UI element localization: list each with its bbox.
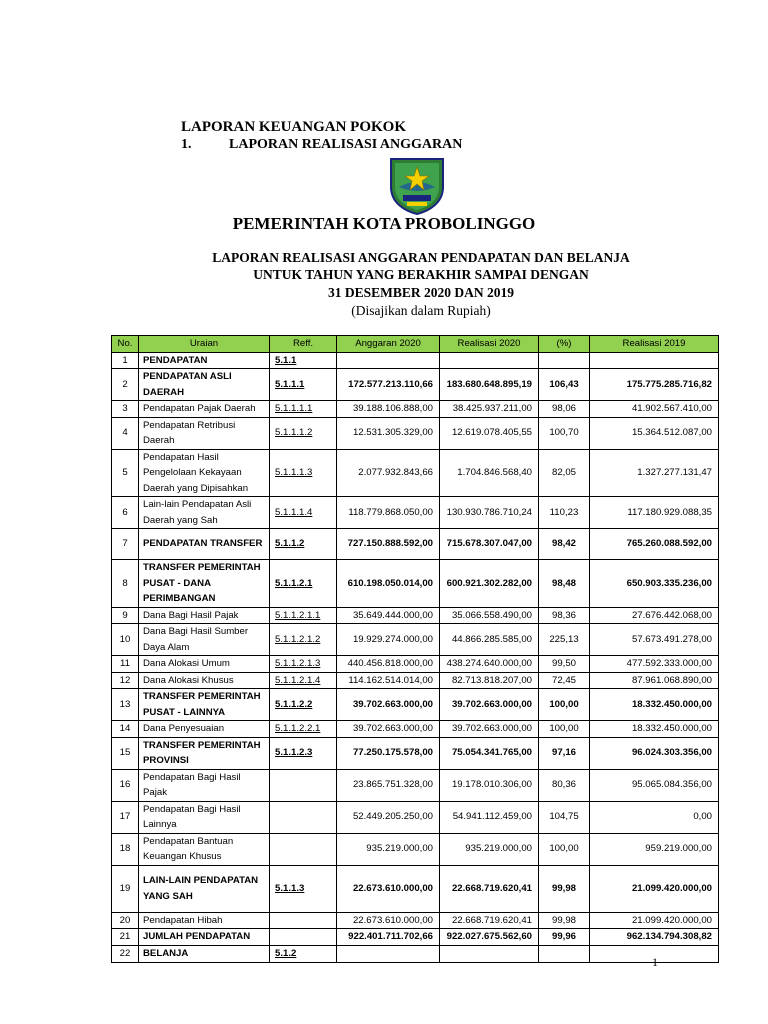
col-header-realisasi-2020: Realisasi 2020 bbox=[440, 336, 539, 353]
table-row bbox=[112, 672, 719, 689]
col-header-uraian: Uraian bbox=[139, 336, 270, 353]
cell-reff: 5.1.1.2.3 bbox=[270, 737, 337, 769]
cell-uraian: Pendapatan Bantuan Keuangan Khusus bbox=[139, 833, 270, 865]
cell-no: 20 bbox=[112, 912, 139, 929]
cell-reff bbox=[270, 769, 337, 801]
cell-anggaran-2020: 935.219.000,00 bbox=[337, 833, 440, 865]
cell-persen: 99,50 bbox=[539, 656, 590, 673]
cell-no: 4 bbox=[112, 417, 139, 449]
cell-persen: 98,06 bbox=[539, 401, 590, 418]
cell-no: 21 bbox=[112, 929, 139, 946]
cell-persen: 98,48 bbox=[539, 560, 590, 608]
cell-reff: 5.1.1.1.3 bbox=[270, 449, 337, 497]
cell-reff: 5.1.1.1.4 bbox=[270, 497, 337, 529]
cell-reff: 5.1.1.2.1.4 bbox=[270, 672, 337, 689]
col-header-no: No. bbox=[112, 336, 139, 353]
cell-persen: 99,96 bbox=[539, 929, 590, 946]
col-header-anggaran-2020: Anggaran 2020 bbox=[337, 336, 440, 353]
cell-anggaran-2020: 922.401.711.702,66 bbox=[337, 929, 440, 946]
cell-uraian: JUMLAH PENDAPATAN bbox=[139, 929, 270, 946]
cell-no: 16 bbox=[112, 769, 139, 801]
item-heading bbox=[181, 137, 462, 153]
cell-persen: 100,70 bbox=[539, 417, 590, 449]
cell-realisasi-2020: 922.027.675.562,60 bbox=[440, 929, 539, 946]
cell-persen: 97,16 bbox=[539, 737, 590, 769]
cell-reff bbox=[270, 929, 337, 946]
cell-uraian: Dana Bagi Hasil Sumber Daya Alam bbox=[139, 624, 270, 656]
cell-reff: 5.1.1.3 bbox=[270, 865, 337, 912]
cell-no: 17 bbox=[112, 801, 139, 833]
cell-no: 1 bbox=[112, 352, 139, 369]
cell-realisasi-2020: 438.274.640.000,00 bbox=[440, 656, 539, 673]
table-row bbox=[112, 929, 719, 946]
cell-anggaran-2020: 39.188.106.888,00 bbox=[337, 401, 440, 418]
cell-no: 14 bbox=[112, 721, 139, 738]
cell-realisasi-2019: 0,00 bbox=[590, 801, 719, 833]
cell-anggaran-2020: 35.649.444.000,00 bbox=[337, 607, 440, 624]
cell-realisasi-2020: 715.678.307.047,00 bbox=[440, 529, 539, 560]
cell-uraian: Dana Alokasi Khusus bbox=[139, 672, 270, 689]
cell-uraian: LAIN-LAIN PENDAPATAN YANG SAH bbox=[139, 865, 270, 912]
cell-no: 18 bbox=[112, 833, 139, 865]
cell-reff: 5.1.1 bbox=[270, 352, 337, 369]
cell-realisasi-2020: 35.066.558.490,00 bbox=[440, 607, 539, 624]
budget-realization-table bbox=[111, 335, 719, 963]
cell-reff: 5.1.1.2 bbox=[270, 529, 337, 560]
cell-anggaran-2020: 12.531.305.329,00 bbox=[337, 417, 440, 449]
cell-uraian: TRANSFER PEMERINTAH PUSAT - DANA PERIMBANGAN bbox=[139, 560, 270, 608]
cell-reff: 5.1.1.2.1.1 bbox=[270, 607, 337, 624]
cell-reff: 5.1.1.2.1 bbox=[270, 560, 337, 608]
cell-uraian: TRANSFER PEMERINTAH PROVINSI bbox=[139, 737, 270, 769]
cell-realisasi-2019: 477.592.333.000,00 bbox=[590, 656, 719, 673]
cell-realisasi-2019: 41.902.567.410,00 bbox=[590, 401, 719, 418]
cell-no: 2 bbox=[112, 369, 139, 401]
cell-realisasi-2020: 600.921.302.282,00 bbox=[440, 560, 539, 608]
table-row bbox=[112, 865, 719, 912]
cell-persen bbox=[539, 945, 590, 962]
cell-persen: 98,36 bbox=[539, 607, 590, 624]
table-row bbox=[112, 401, 719, 418]
cell-reff: 5.1.1.1.1 bbox=[270, 401, 337, 418]
cell-anggaran-2020: 22.673.610.000,00 bbox=[337, 912, 440, 929]
cell-realisasi-2019: 175.775.285.716,82 bbox=[590, 369, 719, 401]
cell-reff bbox=[270, 833, 337, 865]
table-row bbox=[112, 369, 719, 401]
cell-persen: 225,13 bbox=[539, 624, 590, 656]
cell-anggaran-2020 bbox=[337, 352, 440, 369]
item-title: LAPORAN REALISASI ANGGARAN bbox=[229, 137, 463, 152]
table-row bbox=[112, 801, 719, 833]
cell-realisasi-2020: 19.178.010.306,00 bbox=[440, 769, 539, 801]
table-row bbox=[112, 624, 719, 656]
cell-realisasi-2020: 54.941.112.459,00 bbox=[440, 801, 539, 833]
cell-uraian: BELANJA bbox=[139, 945, 270, 962]
cell-uraian: Lain-lain Pendapatan Asli Daerah yang Sah bbox=[139, 497, 270, 529]
table-row bbox=[112, 352, 719, 369]
cell-persen: 100,00 bbox=[539, 721, 590, 738]
report-subtitle: (Disajikan dalam Rupiah) bbox=[351, 303, 491, 318]
table-row bbox=[112, 656, 719, 673]
col-header-reff: Reff. bbox=[270, 336, 337, 353]
col-header-realisasi-2019: Realisasi 2019 bbox=[590, 336, 719, 353]
cell-persen: 100,00 bbox=[539, 833, 590, 865]
cell-realisasi-2020: 183.680.648.895,19 bbox=[440, 369, 539, 401]
cell-uraian: Pendapatan Bagi Hasil Lainnya bbox=[139, 801, 270, 833]
cell-no: 10 bbox=[112, 624, 139, 656]
table-row bbox=[112, 689, 719, 721]
cell-no: 5 bbox=[112, 449, 139, 497]
cell-uraian: PENDAPATAN TRANSFER bbox=[139, 529, 270, 560]
cell-anggaran-2020: 23.865.751.328,00 bbox=[337, 769, 440, 801]
cell-uraian: Pendapatan Bagi Hasil Pajak bbox=[139, 769, 270, 801]
cell-realisasi-2019: 57.673.491.278,00 bbox=[590, 624, 719, 656]
cell-realisasi-2020: 44.866.285.585,00 bbox=[440, 624, 539, 656]
cell-persen: 99,98 bbox=[539, 865, 590, 912]
cell-no: 12 bbox=[112, 672, 139, 689]
cell-uraian: PENDAPATAN ASLI DAERAH bbox=[139, 369, 270, 401]
cell-realisasi-2019: 18.332.450.000,00 bbox=[590, 689, 719, 721]
table-row bbox=[112, 449, 719, 497]
cell-no: 19 bbox=[112, 865, 139, 912]
cell-uraian: PENDAPATAN bbox=[139, 352, 270, 369]
table-row bbox=[112, 529, 719, 560]
cell-no: 6 bbox=[112, 497, 139, 529]
cell-anggaran-2020: 114.162.514.014,00 bbox=[337, 672, 440, 689]
cell-persen: 104,75 bbox=[539, 801, 590, 833]
cell-anggaran-2020: 610.198.050.014,00 bbox=[337, 560, 440, 608]
cell-anggaran-2020: 22.673.610.000,00 bbox=[337, 865, 440, 912]
cell-uraian: Dana Alokasi Umum bbox=[139, 656, 270, 673]
cell-anggaran-2020: 118.779.868.050,00 bbox=[337, 497, 440, 529]
cell-reff: 5.1.1.1.2 bbox=[270, 417, 337, 449]
cell-persen: 100,00 bbox=[539, 689, 590, 721]
cell-persen: 99,98 bbox=[539, 912, 590, 929]
cell-realisasi-2020: 75.054.341.765,00 bbox=[440, 737, 539, 769]
cell-persen: 106,43 bbox=[539, 369, 590, 401]
cell-realisasi-2019: 765.260.088.592,00 bbox=[590, 529, 719, 560]
cell-reff: 5.1.2 bbox=[270, 945, 337, 962]
table-row bbox=[112, 769, 719, 801]
cell-reff: 5.1.1.2.2 bbox=[270, 689, 337, 721]
cell-realisasi-2019: 18.332.450.000,00 bbox=[590, 721, 719, 738]
cell-realisasi-2020: 935.219.000,00 bbox=[440, 833, 539, 865]
cell-realisasi-2020: 22.668.719.620,41 bbox=[440, 865, 539, 912]
report-title-line-2: UNTUK TAHUN YANG BERAKHIR SAMPAI DENGAN bbox=[253, 267, 589, 282]
table-row bbox=[112, 607, 719, 624]
table-row bbox=[112, 497, 719, 529]
cell-realisasi-2019: 650.903.335.236,00 bbox=[590, 560, 719, 608]
cell-no: 3 bbox=[112, 401, 139, 418]
cell-anggaran-2020: 52.449.205.250,00 bbox=[337, 801, 440, 833]
table-header-row bbox=[112, 336, 719, 353]
report-title-line-3: 31 DESEMBER 2020 DAN 2019 bbox=[327, 285, 514, 300]
city-emblem-logo bbox=[389, 157, 445, 215]
cell-reff: 5.1.1.2.1.2 bbox=[270, 624, 337, 656]
page-number: 1 bbox=[652, 955, 658, 969]
cell-anggaran-2020 bbox=[337, 945, 440, 962]
cell-reff: 5.1.1.1 bbox=[270, 369, 337, 401]
cell-reff bbox=[270, 912, 337, 929]
cell-realisasi-2019: 87.961.068.890,00 bbox=[590, 672, 719, 689]
table-row bbox=[112, 560, 719, 608]
cell-no: 13 bbox=[112, 689, 139, 721]
cell-anggaran-2020: 19.929.274.000,00 bbox=[337, 624, 440, 656]
cell-anggaran-2020: 727.150.888.592,00 bbox=[337, 529, 440, 560]
cell-no: 11 bbox=[112, 656, 139, 673]
cell-persen: 82,05 bbox=[539, 449, 590, 497]
table-row bbox=[112, 833, 719, 865]
cell-reff: 5.1.1.2.2.1 bbox=[270, 721, 337, 738]
cell-reff bbox=[270, 801, 337, 833]
cell-realisasi-2019 bbox=[590, 352, 719, 369]
report-title-line-1: LAPORAN REALISASI ANGGARAN PENDAPATAN DAN BELANJA bbox=[212, 250, 630, 265]
cell-realisasi-2019: 962.134.794.308,82 bbox=[590, 929, 719, 946]
cell-realisasi-2019: 95.065.084.356,00 bbox=[590, 769, 719, 801]
cell-realisasi-2019: 27.676.442.068,00 bbox=[590, 607, 719, 624]
cell-uraian: Pendapatan Retribusi Daerah bbox=[139, 417, 270, 449]
item-number: 1. bbox=[181, 137, 192, 152]
cell-uraian: Pendapatan Hibah bbox=[139, 912, 270, 929]
cell-persen: 80,36 bbox=[539, 769, 590, 801]
cell-anggaran-2020: 39.702.663.000,00 bbox=[337, 689, 440, 721]
cell-persen bbox=[539, 352, 590, 369]
cell-realisasi-2020: 1.704.846.568,40 bbox=[440, 449, 539, 497]
table-row bbox=[112, 737, 719, 769]
cell-no: 15 bbox=[112, 737, 139, 769]
cell-realisasi-2019: 1.327.277.131,47 bbox=[590, 449, 719, 497]
cell-realisasi-2020: 38.425.937.211,00 bbox=[440, 401, 539, 418]
cell-anggaran-2020: 77.250.175.578,00 bbox=[337, 737, 440, 769]
section-title: LAPORAN KEUANGAN POKOK bbox=[181, 119, 406, 135]
cell-realisasi-2019: 96.024.303.356,00 bbox=[590, 737, 719, 769]
cell-realisasi-2019: 117.180.929.088,35 bbox=[590, 497, 719, 529]
cell-no: 8 bbox=[112, 560, 139, 608]
cell-realisasi-2020 bbox=[440, 352, 539, 369]
table-row bbox=[112, 721, 719, 738]
cell-persen: 98,42 bbox=[539, 529, 590, 560]
cell-persen: 110,23 bbox=[539, 497, 590, 529]
cell-uraian: Dana Bagi Hasil Pajak bbox=[139, 607, 270, 624]
col-header-persen: (%) bbox=[539, 336, 590, 353]
table-row bbox=[112, 912, 719, 929]
organization-name: PEMERINTAH KOTA PROBOLINGGO bbox=[232, 214, 536, 233]
cell-uraian: Pendapatan Hasil Pengelolaan Kekayaan Daerah yang Dipisahkan bbox=[139, 449, 270, 497]
cell-realisasi-2020: 12.619.078.405,55 bbox=[440, 417, 539, 449]
cell-no: 22 bbox=[112, 945, 139, 962]
table-row bbox=[112, 945, 719, 962]
cell-anggaran-2020: 39.702.663.000,00 bbox=[337, 721, 440, 738]
cell-realisasi-2019: 15.364.512.087,00 bbox=[590, 417, 719, 449]
cell-realisasi-2019: 959.219.000,00 bbox=[590, 833, 719, 865]
cell-realisasi-2020: 82.713.818.207,00 bbox=[440, 672, 539, 689]
cell-no: 9 bbox=[112, 607, 139, 624]
cell-realisasi-2020: 39.702.663.000,00 bbox=[440, 721, 539, 738]
cell-uraian: TRANSFER PEMERINTAH PUSAT - LAINNYA bbox=[139, 689, 270, 721]
cell-reff: 5.1.1.2.1.3 bbox=[270, 656, 337, 673]
cell-realisasi-2020: 39.702.663.000,00 bbox=[440, 689, 539, 721]
cell-uraian: Dana Penyesuaian bbox=[139, 721, 270, 738]
cell-realisasi-2020: 130.930.786.710,24 bbox=[440, 497, 539, 529]
cell-anggaran-2020: 172.577.213.110,66 bbox=[337, 369, 440, 401]
cell-realisasi-2019: 21.099.420.000,00 bbox=[590, 865, 719, 912]
cell-anggaran-2020: 2.077.932.843,66 bbox=[337, 449, 440, 497]
cell-anggaran-2020: 440.456.818.000,00 bbox=[337, 656, 440, 673]
cell-uraian: Pendapatan Pajak Daerah bbox=[139, 401, 270, 418]
table-row bbox=[112, 417, 719, 449]
cell-no: 7 bbox=[112, 529, 139, 560]
cell-realisasi-2019: 21.099.420.000,00 bbox=[590, 912, 719, 929]
cell-persen: 72,45 bbox=[539, 672, 590, 689]
cell-realisasi-2020: 22.668.719.620,41 bbox=[440, 912, 539, 929]
cell-realisasi-2020 bbox=[440, 945, 539, 962]
